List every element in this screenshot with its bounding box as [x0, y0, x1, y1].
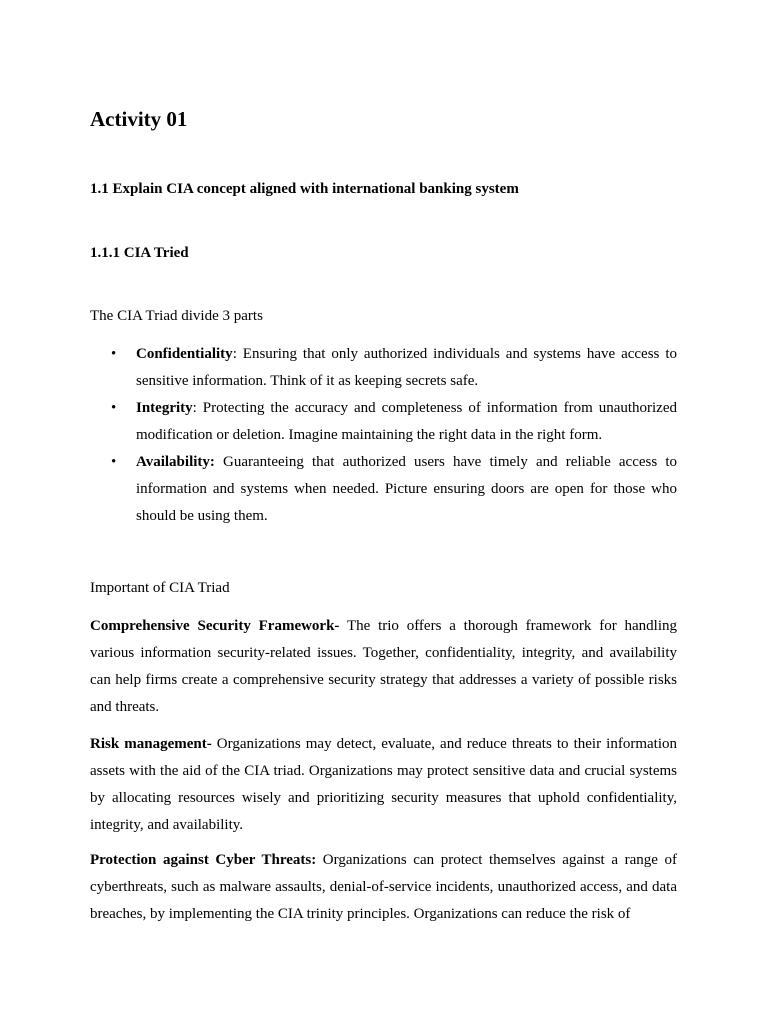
bullet-term: Integrity [136, 400, 193, 416]
bullet-icon: • [111, 454, 117, 470]
section-title: 1.1 Explain CIA concept aligned with international banking system [90, 181, 519, 197]
paragraph-text: Organizations can protect themselves against a range of cyberthreats, such as malware assaults, denial-of-service incidents, unauthorized access, and data breaches, by implementing the CIA trinity principles. Organizations can reduce the risk of [90, 852, 677, 922]
paragraph-term: Protection against Cyber Threats: [90, 852, 317, 868]
bullet-icon: • [111, 346, 117, 362]
intro-text: The CIA Triad divide 3 parts [90, 308, 263, 324]
subsection-title: 1.1.1 CIA Tried [90, 245, 189, 261]
bullet-item-integrity [90, 395, 677, 449]
paragraph-text: The trio offers a thorough framework for handling various information security-related issues. Together, confidentiality, integrity, and availability can help firms create a comprehensive security strategy that addresses a variety of possible risks and threats. [90, 618, 677, 715]
bullet-item-confidentiality [90, 341, 677, 395]
bullet-text: : Protecting the accuracy and completeness of information from unauthorized modification or deletion. Imagine maintaining the right data in the right form. [136, 400, 677, 443]
importance-heading: Important of CIA Triad [90, 580, 230, 596]
paragraph-term: Risk management- [90, 736, 212, 752]
bullet-text: : Ensuring that only authorized individuals and systems have access to sensitive information. Think of it as keeping secrets safe. [136, 346, 677, 389]
bullet-term: Availability: [136, 454, 215, 470]
paragraph-security-framework [90, 613, 677, 721]
bullet-text: Guaranteeing that authorized users have timely and reliable access to information and systems when needed. Picture ensuring doors are open for those who should be using them. [136, 454, 677, 524]
page-heading: Activity 01 [90, 107, 188, 131]
paragraph-cyber-threats [90, 847, 677, 928]
bullet-item-availability [90, 449, 677, 530]
bullet-icon: • [111, 400, 117, 416]
cia-bullet-list [90, 341, 677, 530]
paragraph-text: Organizations may detect, evaluate, and reduce threats to their information assets with the aid of the CIA triad. Organizations may protect sensitive data and crucial systems by allocating resources wisely and prioritizing security measures that uphold confidentiality, integrity, and availability. [90, 736, 677, 833]
bullet-term: Confidentiality [136, 346, 233, 362]
paragraph-risk-management [90, 731, 677, 839]
paragraph-term: Comprehensive Security Framework- [90, 618, 340, 634]
